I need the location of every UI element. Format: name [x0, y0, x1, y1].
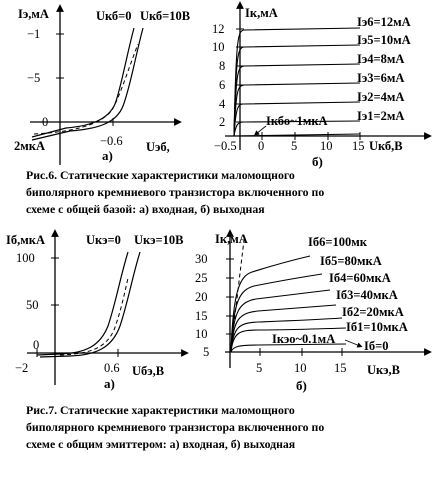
fig6b-ytick: 12: [212, 22, 225, 36]
fig6a-ytick: 0: [42, 115, 49, 129]
fig6b-curve-ie3: [234, 83, 360, 136]
fig7a-ylabel: Iб,мкА: [6, 233, 45, 247]
fig7a-ytick: 100: [16, 251, 35, 265]
fig6a-curve-ukb-10: [32, 28, 143, 140]
fig7-input-chart: [6, 233, 185, 391]
fig7b-curve-label: Iб1=10мкА: [346, 320, 408, 334]
fig7b-curve-label: Iб3=40мкА: [336, 288, 398, 302]
fig7a-xtick: 0.6: [104, 361, 120, 375]
fig7b-curve-label: Iб4=60мкА: [329, 271, 391, 285]
fig7a-xtick: −2: [15, 361, 29, 375]
fig7-output-chart: [195, 232, 428, 393]
fig7b-ytick: 5: [203, 345, 210, 359]
fig7b-xlabel: Uкэ,В: [367, 363, 400, 377]
fig6b-curve-label: Iэ2=4мА: [357, 90, 405, 104]
fig6b-ytick: 4: [219, 97, 226, 111]
fig6a-dashed-curve: [34, 44, 138, 134]
fig6b-xlabel: Uкб,В: [369, 139, 403, 153]
fig6a-bottom-label: 2мкА: [14, 139, 45, 153]
fig7a-ytick: 50: [26, 298, 39, 312]
fig6b-curve-label: Iэ5=10мА: [357, 33, 411, 47]
caption-line: схеме с общим эмиттером: а) входная, б) выходная: [26, 437, 296, 451]
fig6a-curve-right-label: Uкб=10В: [140, 9, 191, 23]
fig7b-leakage-label: Iкэо~0.1мА: [272, 332, 336, 346]
fig6a-ytick: −5: [27, 71, 41, 85]
caption-line: биполярного кремниевого транзистора включенного по: [26, 185, 325, 199]
fig6-caption: [26, 167, 436, 218]
fig6b-ylabel: Iк,мА: [245, 6, 278, 20]
fig7b-xtick: 15: [334, 361, 347, 375]
fig7-caption: [26, 402, 436, 453]
caption-line: Рис.7. Статические характеристики маломощного: [26, 403, 295, 417]
fig6-output-chart: [212, 5, 428, 169]
fig7b-ytick: 10: [195, 327, 208, 341]
fig6a-xtick: −0.6: [100, 134, 123, 148]
fig6-input-chart: [14, 7, 190, 165]
caption-line: схеме с общей базой: а) входная, б) выходная: [26, 202, 265, 216]
fig6b-xtick: 5: [291, 139, 298, 153]
fig6a-panel-tag: а): [102, 148, 113, 163]
fig7b-curve-label: Iб2=20мкА: [342, 305, 404, 319]
fig7b-xtick: 10: [294, 361, 307, 375]
fig6a-xlabel: Uэб,: [146, 140, 170, 154]
caption-line: биполярного кремниевого транзистора включенного по: [26, 420, 325, 434]
fig7a-panel-tag: а): [104, 376, 115, 391]
fig6b-xtick: −0.5: [214, 139, 237, 153]
fig7a-curve-uke-0: [37, 252, 128, 355]
fig7b-curve-label: Iб6=100мк: [308, 235, 367, 249]
fig6b-curve-label: Iэ3=6мА: [357, 71, 405, 85]
fig6a-ytick: −1: [27, 27, 41, 41]
fig6b-curve-label: Iэ1=2мА: [357, 109, 405, 123]
fig7a-ytick: 0: [33, 338, 40, 352]
fig6b-leakage-label: Iкбо~1мкА: [266, 114, 328, 128]
fig7b-ytick: 20: [195, 290, 208, 304]
fig7b-curve-label: Iб5=80мкА: [320, 254, 382, 268]
caption-line: Рис.6. Статические характеристики маломощного: [26, 168, 295, 182]
fig6a-ylabel: Iэ,мА: [18, 7, 49, 21]
fig6b-ytick: 2: [219, 115, 226, 129]
fig6b-xtick: 15: [352, 139, 365, 153]
fig7b-xtick: 5: [256, 361, 263, 375]
fig7a-xlabel: Uбэ,В: [132, 364, 165, 378]
fig7a-curve-left-label: Uкэ=0: [86, 233, 121, 247]
fig7a-curve-right-label: Uкэ=10В: [134, 233, 184, 247]
fig7b-panel-tag: б): [296, 378, 307, 393]
fig7b-ytick: 25: [195, 271, 208, 285]
fig6b-xtick: 0: [258, 139, 265, 153]
fig7b-zero-label: Iб=0: [364, 339, 389, 353]
fig6a-curve-left-label: Uкб=0: [96, 9, 132, 23]
fig7b-ytick: 30: [195, 252, 208, 266]
fig6b-xtick: 10: [320, 139, 333, 153]
fig6b-curve-label: Iэ6=12мА: [357, 15, 411, 29]
fig6b-curve-label: Iэ4=8мА: [357, 52, 405, 66]
fig7b-ylabel: Iк,мА: [215, 232, 248, 246]
fig6b-ytick: 6: [219, 78, 226, 92]
fig7b-ytick: 15: [195, 309, 208, 323]
fig6b-panel-tag: б): [312, 154, 323, 169]
fig6b-ytick: 10: [212, 40, 225, 54]
fig6b-ytick: 8: [219, 59, 226, 73]
